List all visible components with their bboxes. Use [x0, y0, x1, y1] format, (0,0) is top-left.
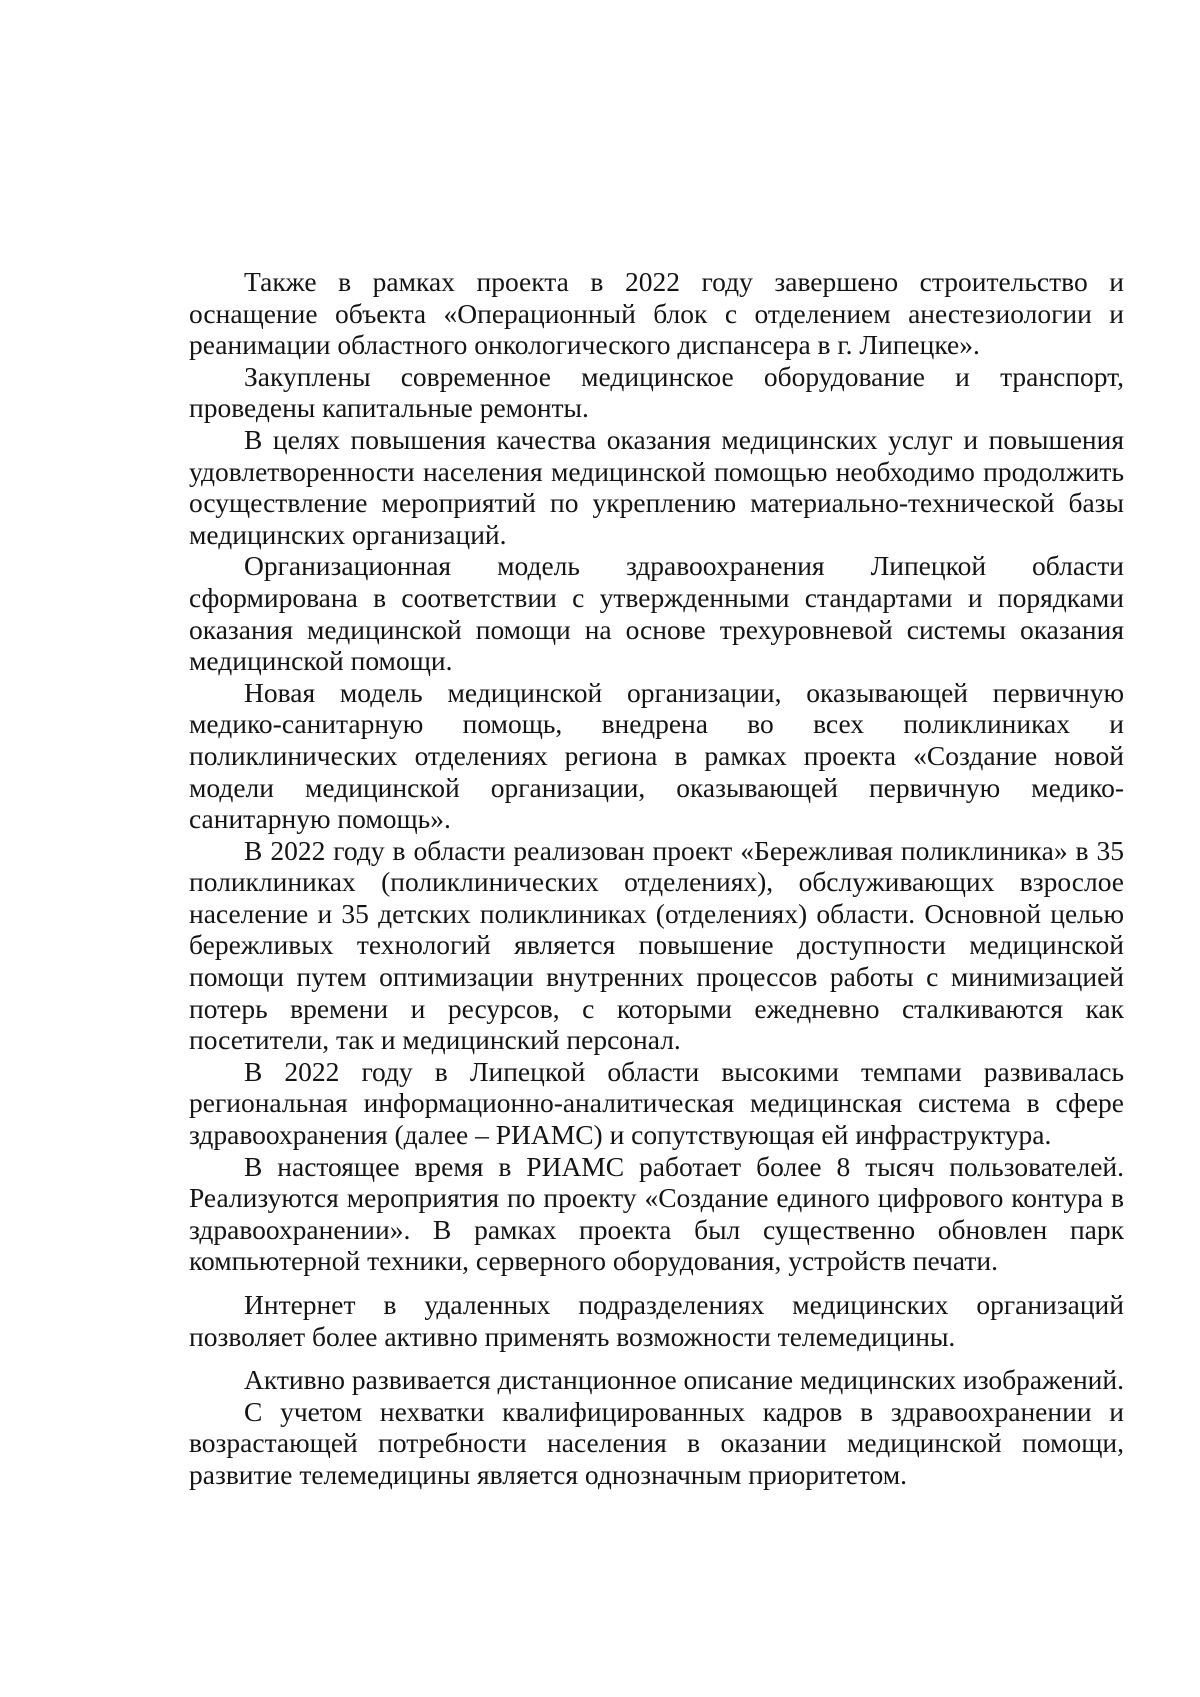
paragraph-lean-clinic: В 2022 году в области реализован проект «Бережливая поликлиника» в 35 поликлиниках (поликлинических отделениях), обслуживающих взрослое население и 35 детских поликлиниках (отделениях) области. Основной целью бережливых технологий является повышение доступности медицинской помощи путем оптимизации внутренних процессов работы с минимизацией потерь времени и ресурсов, с которыми ежедневно сталкиваются как посетители, так и медицинский персонал. [189, 834, 1124, 1056]
paragraph-internet: Интернет в удаленных подразделениях медицинских организаций позволяет более активно применять возможности телемедицины. [189, 1289, 1124, 1352]
paragraph-new-model: Новая модель медицинской организации, оказывающей первичную медико-санитарную помощь, внедрена во всех поликлиниках и поликлинических отделениях региона в рамках проекта «Создание новой модели медицинской организации, оказывающей первичную медико-санитарную помощь». [189, 676, 1124, 835]
paragraph-equipment: Закуплены современное медицинское оборудование и транспорт, проведены капитальные ремонты. [189, 360, 1124, 424]
paragraph-telemedicine-priority: С учетом нехватки квалифицированных кадров в здравоохранении и возрастающей потребности населения в оказании медицинской помощи, развитие телемедицины является однозначным приоритетом. [189, 1395, 1124, 1490]
paragraph-remote-imaging: Активно развивается дистанционное описание медицинских изображений. [244, 1364, 1124, 1396]
document-body [189, 266, 1124, 1491]
paragraph-operating-block: Также в рамках проекта в 2022 году завершено строительство и оснащение объекта «Операционный блок с отделением анестезиологии и реанимации областного онкологического диспансера в г. Липецке». [189, 266, 1124, 361]
paragraph-organizational-model: Организационная модель здравоохранения Липецкой области сформирована в соответствии с утвержденными стандартами и порядками оказания медицинской помощи на основе трехуровневой системы оказания медицинской помощи. [189, 550, 1124, 677]
paragraph-riams: В 2022 году в Липецкой области высокими темпами развивалась региональная информационно-аналитическая медицинская система в сфере здравоохранения (далее – РИАМС) и сопутствующая ей инфраструктура. [189, 1055, 1124, 1151]
paragraph-quality-goals: В целях повышения качества оказания медицинских услуг и повышения удовлетворенности населения медицинской помощью необходимо продолжить осуществление мероприятий по укреплению материально-технической базы медицинских организаций. [189, 423, 1124, 550]
paragraph-riams-users: В настоящее время в РИАМС работает более 8 тысяч пользователей. Реализуются мероприятия по проекту «Создание единого цифрового контура в здравоохранении». В рамках проекта был существенно обновлен парк компьютерной техники, серверного оборудования, устройств печати. [189, 1150, 1124, 1277]
